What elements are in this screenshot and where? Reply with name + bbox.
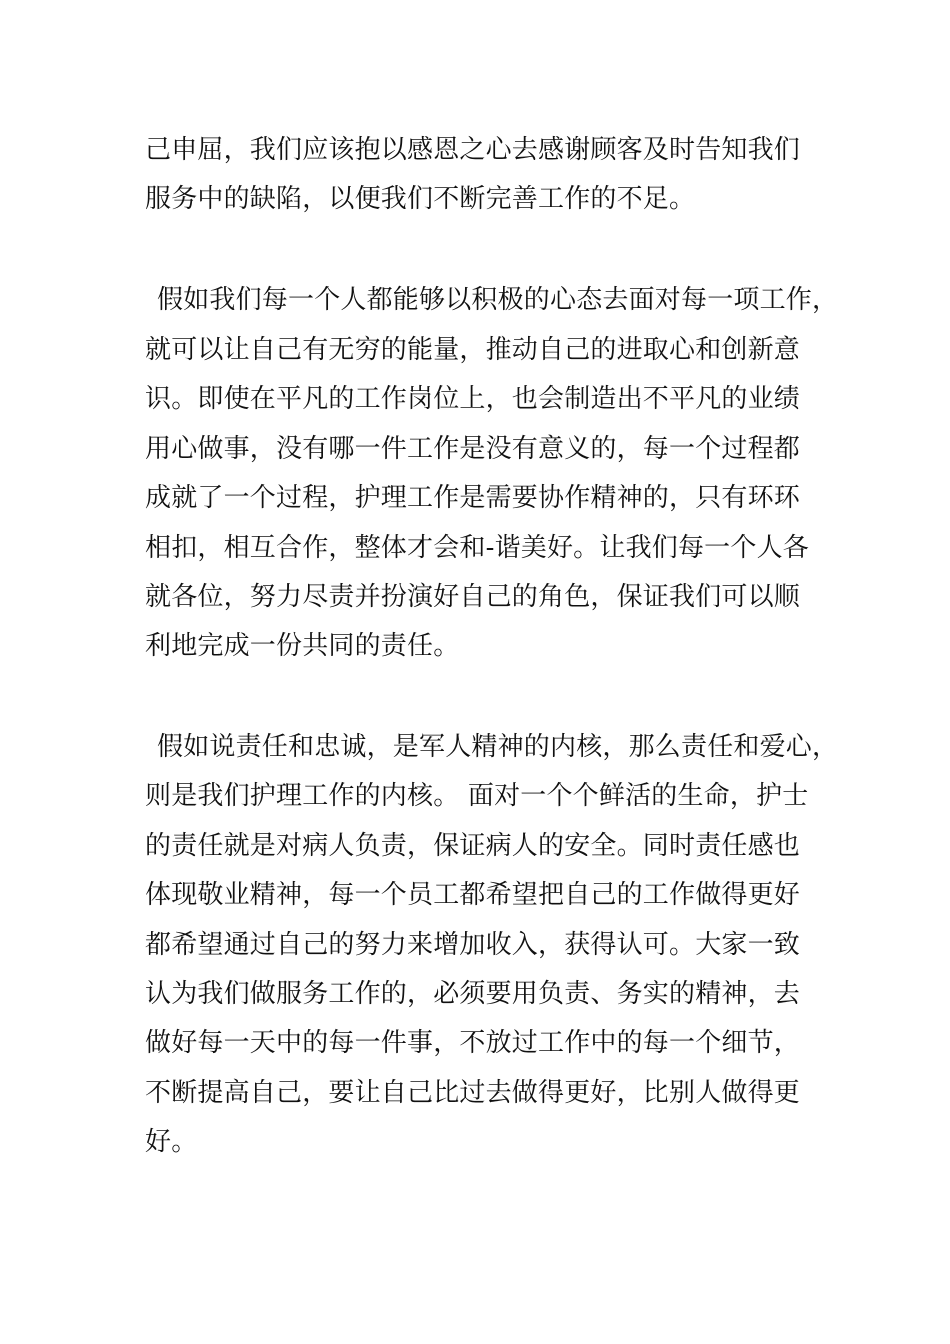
text-line: 体现敬业精神，每一个员工都希望把自己的工作做得更好 xyxy=(145,880,801,910)
text-line: 就各位，努力尽责并扮演好自己的角色，保证我们可以顺 xyxy=(145,582,801,612)
text-line: 己申屈，我们应该抱以感恩之心去感谢顾客及时告知我们 xyxy=(145,135,801,165)
text-line: 利地完成一份共同的责任。 xyxy=(145,631,460,661)
text-line: 假如我们每一个人都能够以积极的心态去面对每一项工作， xyxy=(157,285,839,315)
text-line: 的责任就是对病人负责，保证病人的安全。同时责任感也 xyxy=(145,831,801,861)
text-line: 识。即使在平凡的工作岗位上，也会制造出不平凡的业绩 xyxy=(145,384,801,414)
text-line: 服务中的缺陷，以便我们不断完善工作的不足。 xyxy=(145,184,696,214)
text-line: 则是我们护理工作的内核。 面对一个个鲜活的生命，护士 xyxy=(145,781,809,811)
text-line: 认为我们做服务工作的，必须要用负责、务实的精神，去 xyxy=(145,979,801,1009)
text-line: 就可以让自己有无穷的能量，推动自己的进取心和创新意 xyxy=(145,335,801,365)
text-line: 成就了一个过程，护理工作是需要协作精神的，只有环环 xyxy=(145,483,801,513)
text-line: 假如说责任和忠诚，是军人精神的内核，那么责任和爱心， xyxy=(157,732,839,762)
text-line: 都希望通过自己的努力来增加收入，获得认可。大家一致 xyxy=(145,930,801,960)
text-line: 做好每一天中的每一件事，不放过工作中的每一个细节， xyxy=(145,1028,801,1058)
text-line: 用心做事，没有哪一件工作是没有意义的，每一个过程都 xyxy=(145,434,801,464)
text-line: 不断提高自己，要让自己比过去做得更好，比别人做得更 xyxy=(145,1078,801,1108)
text-line: 好。 xyxy=(145,1127,198,1157)
text-line: 相扣，相互合作，整体才会和-谐美好。让我们每一个人各 xyxy=(145,533,809,563)
